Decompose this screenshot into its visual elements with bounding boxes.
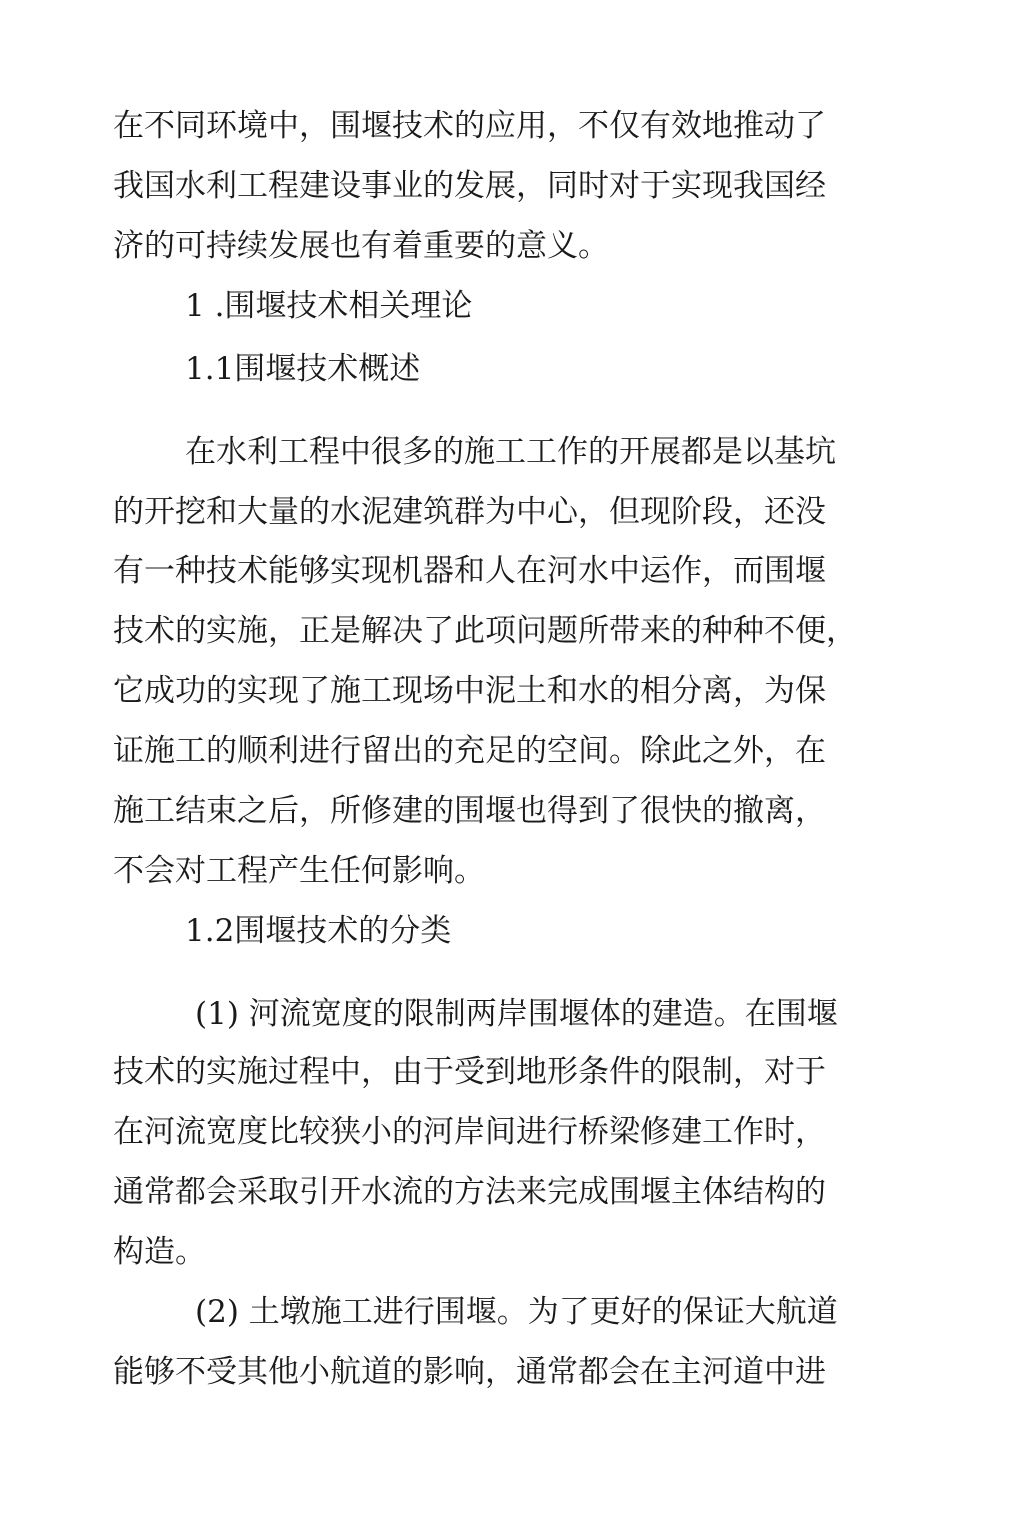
paragraph-line: 的开挖和大量的水泥建筑群为中心，但现阶段，还没 [113,494,826,530]
paragraph-line: 我国水利工程建设事业的发展，同时对于实现我国经 [113,168,826,204]
paragraph-line: 证施工的顺利进行留出的充足的空间。除此之外，在 [113,733,826,769]
paragraph-line: 技术的实施，正是解决了此项问题所带来的种种不便， [113,613,857,649]
subsection-heading: 1.1围堰技术概述 [185,351,421,387]
paragraph-line: 不会对工程产生任何影响。 [113,853,485,889]
list-item-line: (1) 河流宽度的限制两岸围堰体的建造。在围堰 [195,996,838,1032]
paragraph-line: 在河流宽度比较狭小的河岸间进行桥梁修建工作时， [113,1114,826,1150]
paragraph-line: 在不同环境中，围堰技术的应用，不仅有效地推动了 [113,108,826,144]
section-heading: 1 .围堰技术相关理论 [185,288,473,324]
paragraph-line: 技术的实施过程中，由于受到地形条件的限制，对于 [113,1054,826,1090]
list-item-line: (2) 土墩施工进行围堰。为了更好的保证大航道 [195,1294,838,1330]
paragraph-line: 通常都会采取引开水流的方法来完成围堰主体结构的 [113,1174,826,1210]
paragraph-line: 能够不受其他小航道的影响，通常都会在主河道中进 [113,1354,826,1390]
paragraph-line: 它成功的实现了施工现场中泥土和水的相分离，为保 [113,673,826,709]
subsection-heading: 1.2围堰技术的分类 [185,913,452,949]
paragraph-line: 在水利工程中很多的施工工作的开展都是以基坑 [185,434,836,470]
paragraph-line: 有一种技术能够实现机器和人在河水中运作，而围堰 [113,553,826,589]
paragraph-line: 施工结束之后，所修建的围堰也得到了很快的撤离， [113,793,826,829]
paragraph-line: 构造。 [113,1234,206,1270]
paragraph-line: 济的可持续发展也有着重要的意义。 [113,228,609,264]
